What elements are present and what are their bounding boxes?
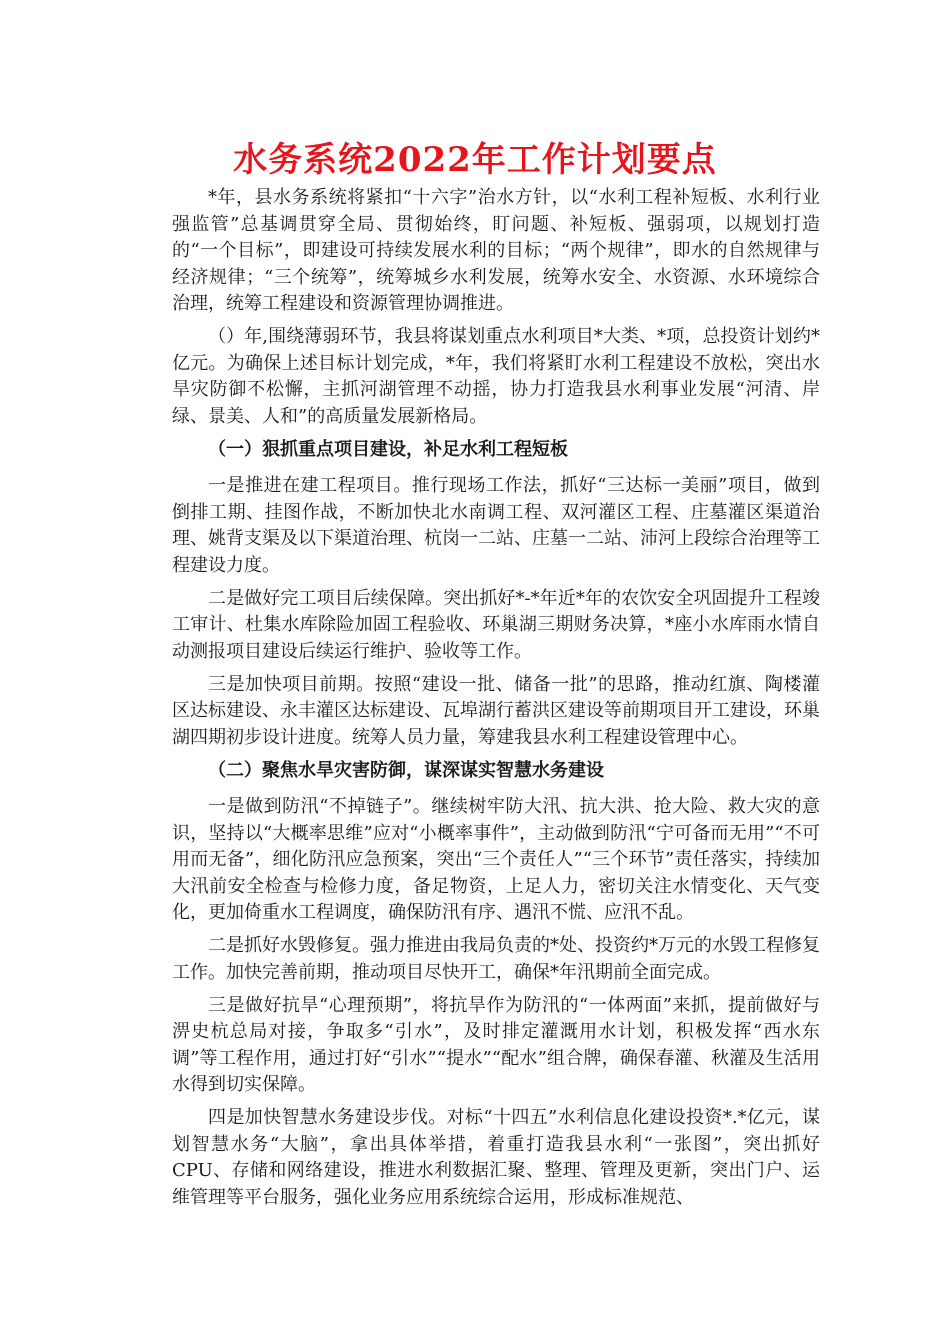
document-body bbox=[172, 185, 820, 1218]
section-1-paragraph-1: 一是推进在建工程项目。推行现场工作法，抓好“三达标一美丽”项目，做到倒排工期、挂图作战，不断加快北水南调工程、双河灌区工程、庄墓灌区渠道治理、姚背支渠及以下渠道治理、杭岗一二站、庄墓一二站、沛河上段综合治理等工程建设力度。 bbox=[172, 475, 820, 576]
intro-paragraph-1: *年，县水务系统将紧扣“十六字”治水方针，以“水利工程补短板、水利行业强监管”总基调贯穿全局、贯彻始终，盯问题、补短板、强弱项，以规划打造的“一个目标”，即建设可持续发展水利的目标；“两个规律”，即水的自然规律与经济规律；“三个统筹”，统筹城乡水利发展，统筹水安全、水资源、水环境综合治理，统筹工程建设和资源管理协调推进。 bbox=[172, 187, 820, 314]
section-2-paragraph-4: 四是加快智慧水务建设步伐。对标“十四五”水利信息化建设投资*.*亿元，谋划智慧水务“大脑”，拿出具体举措，着重打造我县水利“一张图”，突出抓好CPU、存储和网络建设，推进水利数据汇聚、整理、管理及更新，突出门户、运维管理等平台服务，强化业务应用系统综合运用，形成标准规范、 bbox=[172, 1107, 820, 1208]
document-title: 水务系统2022年工作计划要点 bbox=[233, 140, 717, 180]
section-2-paragraph-2: 二是抓好水毁修复。强力推进由我局负责的*处、投资约*万元的水毁工程修复工作。加快完善前期，推动项目尽快开工，确保*年汛期前全面完成。 bbox=[172, 935, 820, 983]
intro-paragraph-2: （）年,围绕薄弱环节，我县将谋划重点水利项目*大类、*项，总投资计划约*亿元。为确保上述目标计划完成，*年，我们将紧盯水利工程建设不放松，突出水旱灾防御不松懈，主抓河湖管理不动摇，协力打造我县水利事业发展“河清、岸绿、景美、人和”的高质量发展新格局。 bbox=[172, 326, 820, 427]
section-2-paragraph-1: 一是做到防汛“不掉链子”。继续树牢防大汛、抗大洪、抢大险、救大灾的意识，坚持以“大概率思维”应对“小概率事件”，主动做到防汛“宁可备而无用”“不可用而无备”，细化防汛应急预案，突出“三个责任人”“三个环节”责任落实，持续加大汛前安全检查与检修力度，备足物资，上足人力，密切关注水情变化、天气变化，更加倚重水工程调度，确保防汛有序、遇汛不慌、应汛不乱。 bbox=[172, 796, 820, 923]
section-1-heading: （一）狠抓重点项目建设，补足水利工程短板 bbox=[208, 438, 568, 460]
section-1-paragraph-3: 三是加快项目前期。按照“建设一批、储备一批”的思路，推动红旗、陶楼灌区达标建设、永丰灌区达标建设、瓦埠湖行蓄洪区建设等前期项目开工建设，环巢湖四期初步设计进度。统筹人员力量，筹建我县水利工程建设管理中心。 bbox=[172, 673, 820, 748]
section-2-heading: （二）聚焦水旱灾害防御，谋深谋实智慧水务建设 bbox=[208, 759, 604, 781]
section-2-paragraph-3: 三是做好抗旱“心理预期”，将抗旱作为防汛的“一体两面”来抓，提前做好与淠史杭总局对接，争取多“引水”，及时排定灌溉用水计划，积极发挥“西水东调”等工程作用，通过打好“引水”“提水”“配水”组合牌，确保春灌、秋灌及生活用水得到切实保障。 bbox=[172, 994, 820, 1095]
section-1-paragraph-2: 二是做好完工项目后续保障。突出抓好*-*年近*年的农饮安全巩固提升工程竣工审计、杜集水库除险加固工程验收、环巢湖三期财务决算，*座小水库雨水情自动测报项目建设后续运行维护、验收等工作。 bbox=[172, 587, 820, 662]
